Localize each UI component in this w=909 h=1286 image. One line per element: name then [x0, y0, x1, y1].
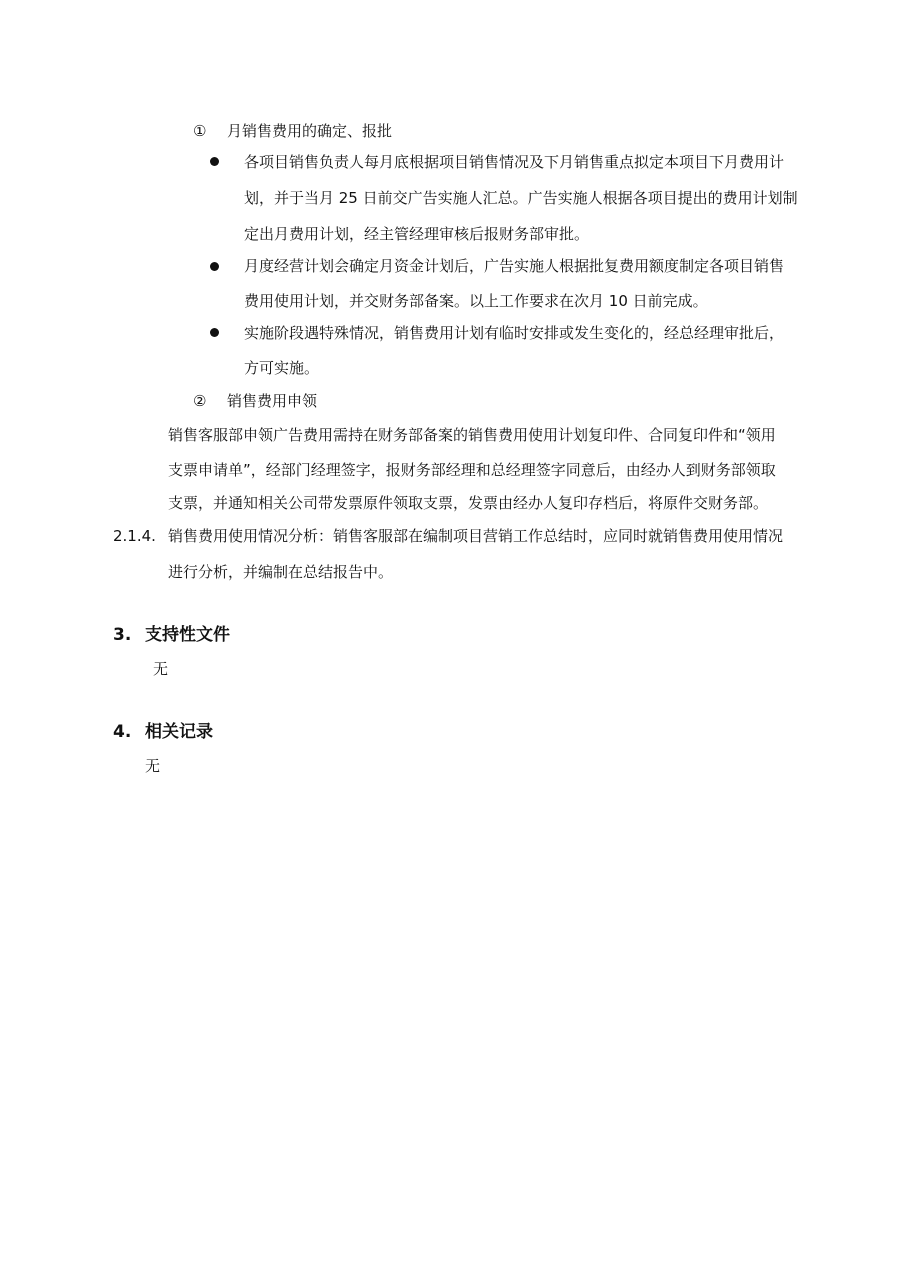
item1-title: 月销售费用的确定、报批 [227, 122, 393, 140]
bullet2-line1: 月度经营计划会确定月资金计划后，广告实施人根据批复费用额度制定各项目销售 [244, 257, 785, 275]
bullet1-line3: 定出月费用计划，经主管经理审核后报财务部审批。 [244, 225, 590, 243]
bullet-icon [210, 157, 219, 166]
item2-line3: 支票，并通知相关公司带发票原件领取支票，发票由经办人复印存档后，将原件交财务部。 [168, 494, 769, 512]
bullet1-line2: 划，并于当月 25 日前交广告实施人汇总。广告实施人根据各项目提出的费用计划制 [244, 189, 798, 207]
clause-number: 2.1.4. [113, 527, 156, 545]
item1-marker: ① [193, 122, 207, 140]
section4-number: 4. [113, 722, 132, 742]
item2-title: 销售费用申领 [227, 392, 318, 410]
section3-body: 无 [153, 660, 169, 678]
item2-line1: 销售客服部申领广告费用需持在财务部备案的销售费用使用计划复印件、合同复印件和“领用 [168, 426, 776, 444]
bullet3-line2: 方可实施。 [244, 359, 320, 377]
item2-marker: ② [193, 392, 207, 410]
clause-line2: 进行分析，并编制在总结报告中。 [168, 563, 394, 581]
bullet1-line1: 各项目销售负责人每月底根据项目销售情况及下月销售重点拟定本项目下月费用计 [244, 153, 785, 171]
section4-title: 相关记录 [145, 722, 213, 742]
item2-line2: 支票申请单”，经部门经理签字，报财务部经理和总经理签字同意后，由经办人到财务部领取 [168, 461, 776, 479]
bullet3-line1: 实施阶段遇特殊情况，销售费用计划有临时安排或发生变化的，经总经理审批后， [244, 324, 785, 342]
section3-title: 支持性文件 [145, 625, 230, 645]
section4-body: 无 [145, 757, 161, 775]
section3-number: 3. [113, 625, 132, 645]
bullet-icon [210, 262, 219, 271]
bullet-icon [210, 328, 219, 337]
clause-line1: 销售费用使用情况分析：销售客服部在编制项目营销工作总结时，应同时就销售费用使用情况 [168, 527, 784, 545]
bullet2-line2: 费用使用计划，并交财务部备案。以上工作要求在次月 10 日前完成。 [244, 292, 708, 310]
